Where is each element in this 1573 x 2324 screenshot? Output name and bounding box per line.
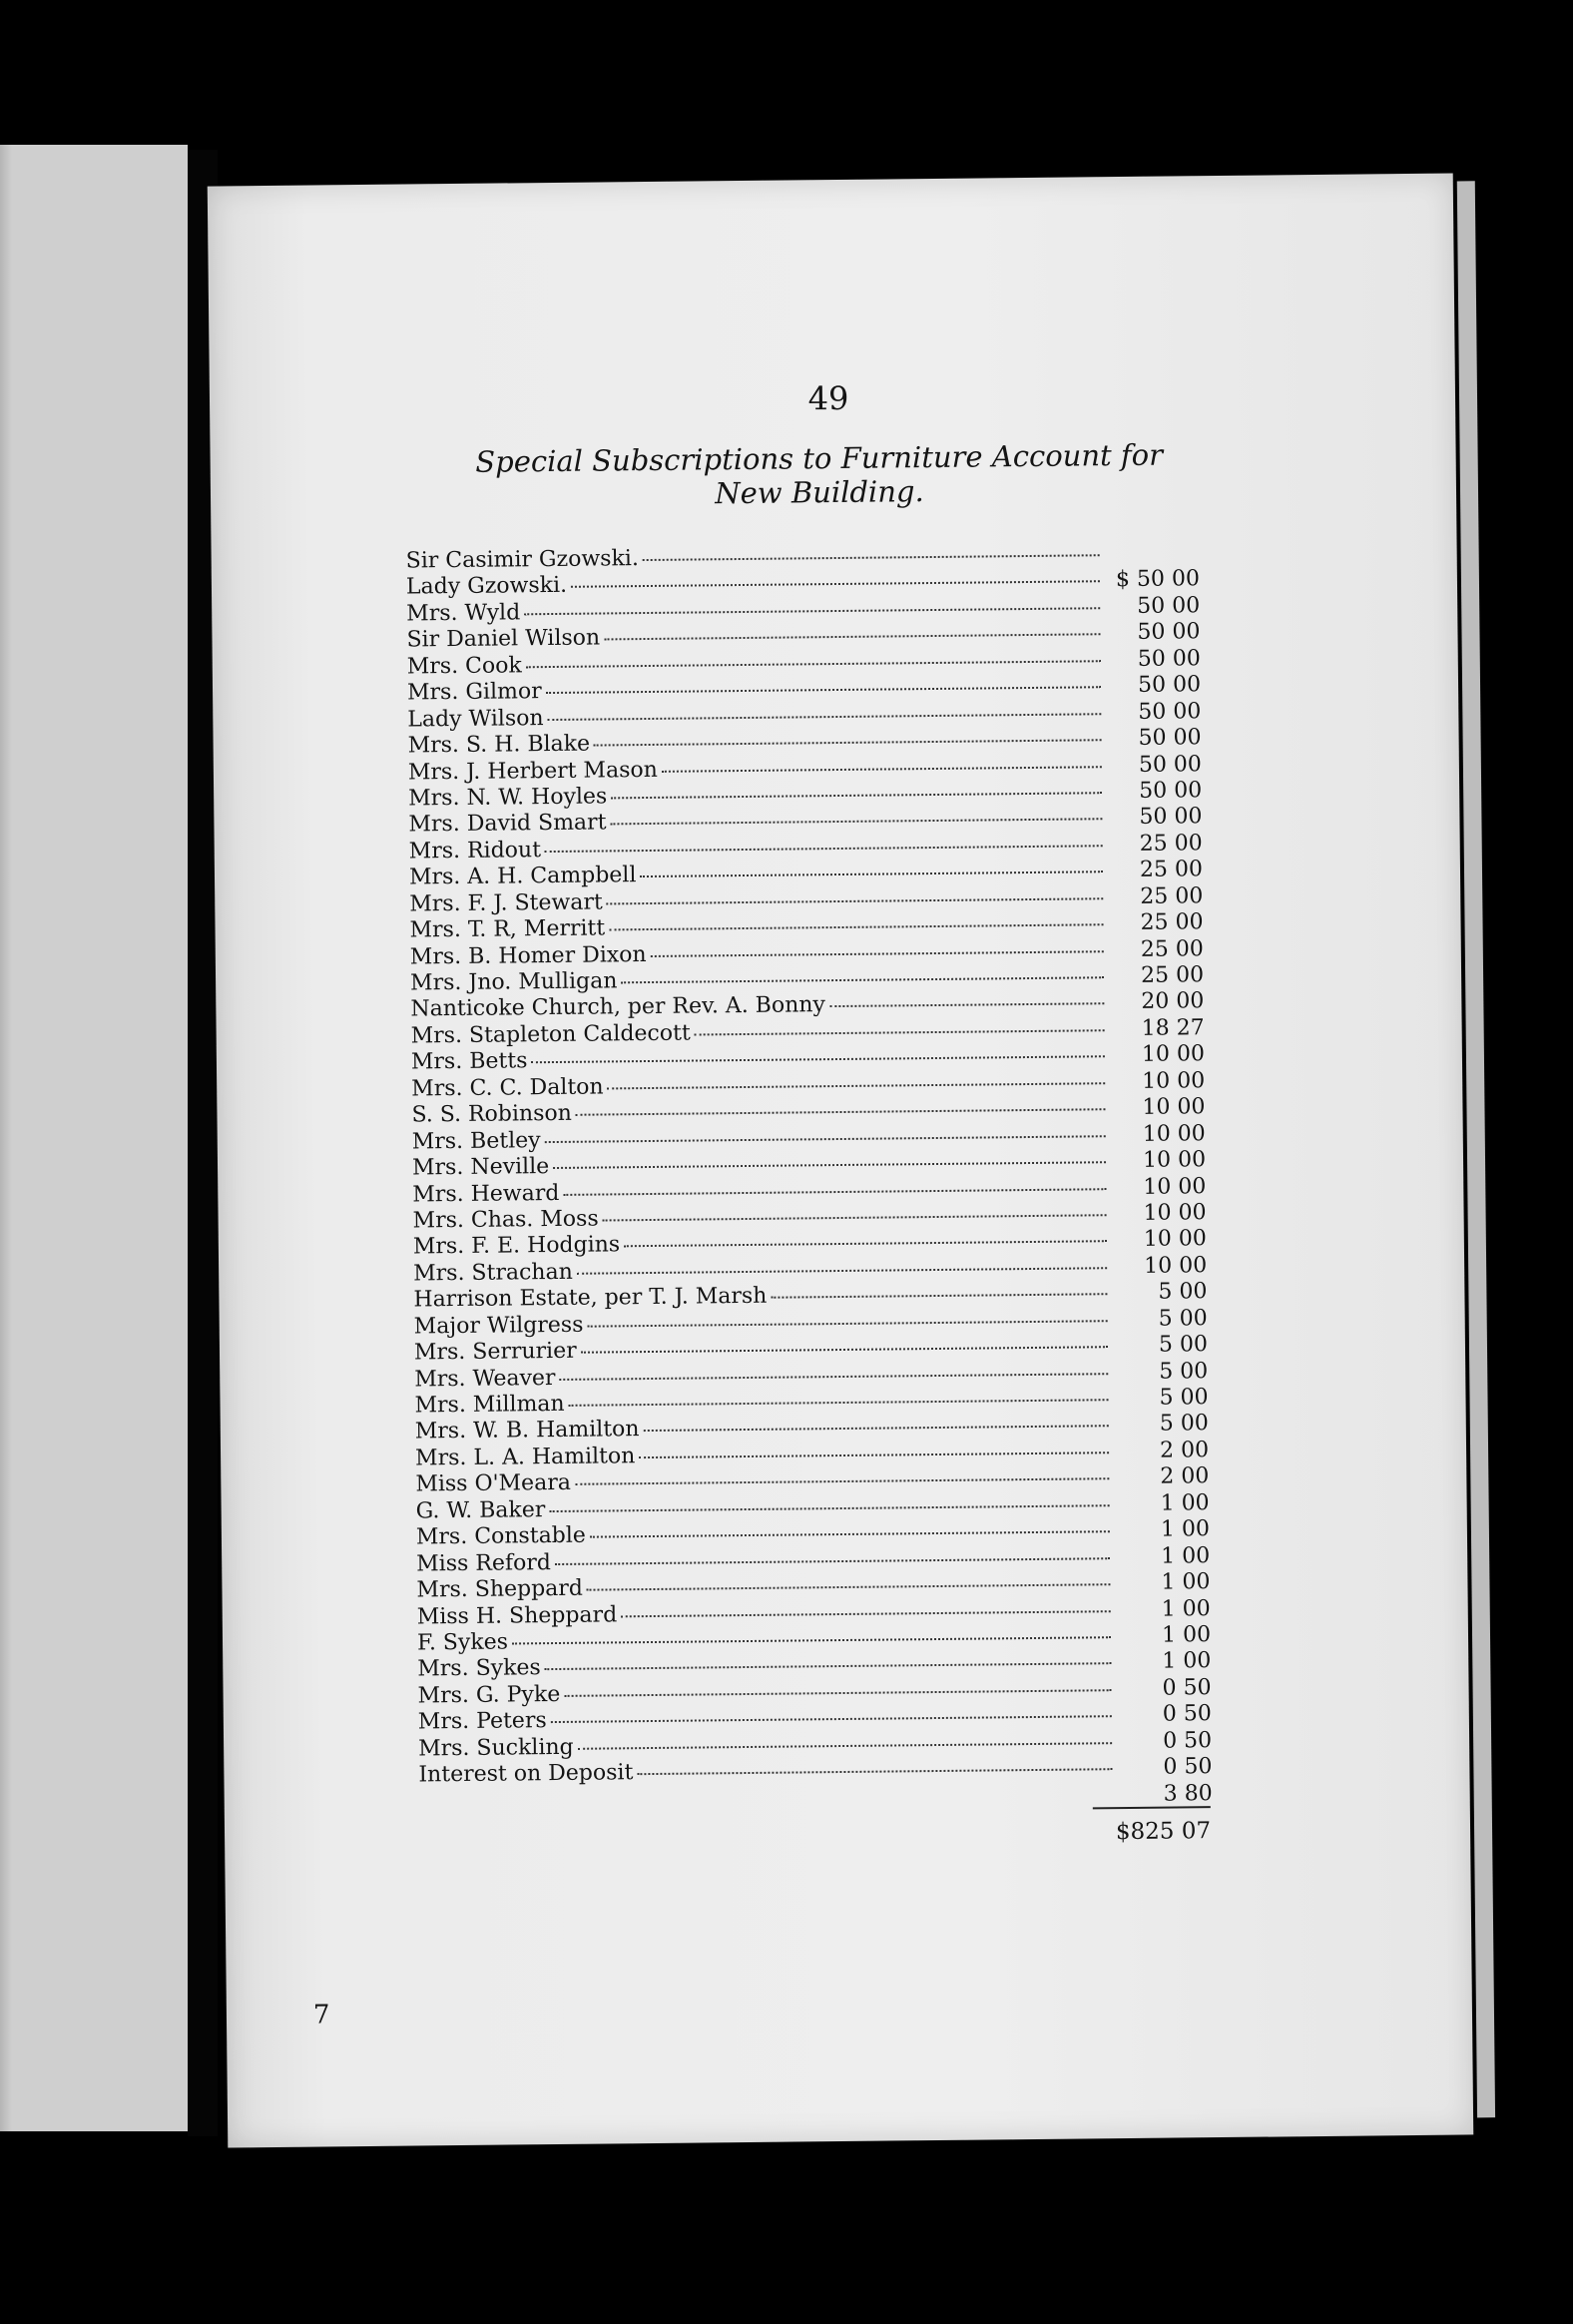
subscriber-name: Nanticoke Church, per Rev. A. Bonny xyxy=(410,992,826,1022)
subscriber-name: Miss O'Meara xyxy=(415,1470,572,1497)
subscriber-name: Mrs. F. J. Stewart xyxy=(409,889,603,917)
dot-leader xyxy=(590,1530,1110,1537)
subscription-amount: 10 00 xyxy=(1143,1226,1207,1253)
subscription-amount: 50 00 xyxy=(1137,593,1201,619)
dot-leader xyxy=(607,897,1104,904)
subscriber-name: Mrs. Neville xyxy=(411,1154,550,1181)
subscription-amount: 10 00 xyxy=(1143,1173,1207,1200)
signature-mark: 7 xyxy=(312,2000,330,2031)
subscriber-name: Mrs. A. H. Campbell xyxy=(408,863,637,890)
page-title: Special Subscriptions to Furniture Account for New Building. xyxy=(475,437,1164,511)
subscriber-name: F. Sykes xyxy=(416,1629,509,1656)
subscription-amount: 5 00 xyxy=(1159,1385,1209,1411)
subscriber-name: Mrs. Wyld xyxy=(406,600,521,627)
left-page-edge xyxy=(0,145,12,2131)
subscription-amount: 10 00 xyxy=(1143,1200,1207,1226)
dot-leader xyxy=(594,739,1102,746)
subscription-amount: 1 00 xyxy=(1161,1622,1212,1648)
dot-leader xyxy=(603,1214,1107,1221)
subscription-amount: 5 00 xyxy=(1159,1411,1209,1438)
dot-leader xyxy=(578,1742,1112,1750)
subscription-amount: 1 00 xyxy=(1162,1648,1212,1675)
subscriber-name: Mrs. T. R, Merritt xyxy=(409,915,606,943)
dot-leader xyxy=(569,1399,1109,1407)
subscriber-name: Mrs. Chas. Moss xyxy=(412,1206,599,1234)
subscription-amount: 10 00 xyxy=(1142,1067,1206,1094)
subscription-amount: 0 50 xyxy=(1162,1674,1212,1701)
dot-leader xyxy=(771,1293,1107,1299)
subscription-amount: 50 00 xyxy=(1138,751,1202,778)
subscriber-name: G. W. Baker xyxy=(415,1496,546,1524)
subscriber-name: Miss Reford xyxy=(416,1549,552,1577)
subscriber-name: Mrs. David Smart xyxy=(408,810,607,838)
subscription-amount: 10 00 xyxy=(1142,1094,1206,1121)
subscriber-name: Mrs. F. E. Hodgins xyxy=(412,1232,621,1260)
subscription-amount: 25 00 xyxy=(1140,962,1205,988)
subscription-amount: 3 80 xyxy=(1163,1780,1213,1807)
dot-leader xyxy=(555,1557,1110,1565)
subscriber-name: Major Wilgress xyxy=(413,1312,584,1340)
subscriber-name: Mrs. Betley xyxy=(411,1127,541,1155)
subscriber-name: Mrs. Peters xyxy=(417,1708,547,1735)
dot-leader xyxy=(577,1267,1107,1275)
dot-leader xyxy=(587,1583,1111,1590)
dot-leader xyxy=(548,713,1102,721)
subscriber-name: Mrs. J. Herbert Mason xyxy=(407,757,658,786)
subscription-amount: 0 50 xyxy=(1163,1754,1213,1780)
subscriber-name: Mrs. S. H. Blake xyxy=(407,731,591,759)
subscriber-name: S. S. Robinson xyxy=(411,1101,572,1128)
dot-leader xyxy=(639,1452,1109,1458)
dot-leader xyxy=(564,1689,1111,1697)
dot-leader xyxy=(608,1082,1106,1089)
dot-leader xyxy=(829,1003,1104,1008)
subscriber-name: Mrs. Ridout xyxy=(408,837,542,865)
subscription-amount: 25 00 xyxy=(1140,909,1204,935)
subscriber-name: Mrs. Heward xyxy=(412,1180,560,1207)
subscriber-name: Lady Gzowski. xyxy=(405,573,568,600)
subscriber-name: Mrs. Millman xyxy=(414,1391,565,1419)
page-edge xyxy=(1457,181,1495,2117)
subscriber-name: Sir Casimir Gzowski. xyxy=(405,546,640,574)
subscriber-name: Mrs. Strachan xyxy=(413,1259,573,1287)
dot-leader xyxy=(553,1161,1106,1169)
subscription-amount: 25 00 xyxy=(1139,830,1203,857)
subscription-amount: 5 00 xyxy=(1158,1305,1208,1332)
subscription-amount: 50 00 xyxy=(1139,778,1203,804)
dot-leader xyxy=(549,1504,1109,1512)
total-amount: $825 07 xyxy=(1115,1818,1212,1846)
dot-leader xyxy=(662,766,1102,773)
left-page-fragment xyxy=(0,145,188,2131)
dot-leader xyxy=(624,1241,1107,1248)
subscriber-name: Sir Daniel Wilson xyxy=(406,625,601,653)
dot-leader xyxy=(587,1320,1107,1327)
subscription-amount: 1 00 xyxy=(1161,1542,1211,1569)
dot-leader xyxy=(563,1188,1106,1196)
subscription-amount: 50 00 xyxy=(1137,645,1201,672)
dot-leader xyxy=(576,1108,1106,1116)
subscriber-name: Mrs. L. A. Hamilton xyxy=(414,1444,636,1471)
subscription-amount: $ 50 00 xyxy=(1115,566,1201,593)
dot-leader xyxy=(610,819,1102,826)
subscription-amount: 1 00 xyxy=(1161,1569,1211,1595)
subscriber-name: Mrs. Sykes xyxy=(417,1655,541,1682)
subscription-amount: 1 00 xyxy=(1160,1516,1211,1542)
document-page xyxy=(208,174,1474,2148)
subscriber-name: Mrs. Suckling xyxy=(418,1734,574,1762)
subscription-amount: 10 00 xyxy=(1142,1120,1206,1147)
page-number: 49 xyxy=(807,378,849,418)
subscriber-name: Mrs. C. C. Dalton xyxy=(411,1074,604,1102)
subscriber-name: Mrs. B. Homer Dixon xyxy=(409,941,647,970)
subscription-amount: 20 00 xyxy=(1141,988,1205,1015)
dot-leader xyxy=(560,1373,1109,1381)
subscription-amount: 10 00 xyxy=(1141,1041,1206,1068)
dot-leader xyxy=(609,923,1103,930)
subscription-amount: 10 00 xyxy=(1144,1252,1208,1279)
dot-leader xyxy=(611,792,1102,799)
subscriber-name: Harrison Estate, per T. J. Marsh xyxy=(413,1284,768,1313)
subscriber-name: Mrs. Sheppard xyxy=(416,1575,584,1603)
subscription-amount: 18 27 xyxy=(1141,1015,1205,1041)
dot-leader xyxy=(621,1610,1111,1617)
subscriber-name: Mrs. Cook xyxy=(406,653,522,680)
subscription-amount: 25 00 xyxy=(1139,857,1204,883)
dot-leader xyxy=(545,845,1103,853)
subscription-amount: 25 00 xyxy=(1140,882,1204,909)
subscription-amount: 2 00 xyxy=(1159,1438,1210,1463)
subscription-amount: 2 00 xyxy=(1160,1463,1210,1489)
subscriber-name: Mrs. Jno. Mulligan xyxy=(409,968,618,996)
dot-leader xyxy=(531,1056,1105,1064)
dot-leader xyxy=(546,686,1101,694)
dot-leader xyxy=(637,1768,1112,1775)
subscription-amount: 0 50 xyxy=(1162,1701,1212,1727)
subscriber-name: Mrs. Stapleton Caldecott xyxy=(410,1020,691,1049)
dot-leader xyxy=(643,554,1100,561)
dot-leader xyxy=(545,1663,1112,1671)
dot-leader xyxy=(526,660,1101,668)
dot-leader xyxy=(621,976,1104,983)
dot-leader xyxy=(644,1426,1109,1433)
subscriber-name: Mrs. Constable xyxy=(415,1522,587,1550)
subscriber-name: Mrs. Gilmor xyxy=(406,679,542,706)
subscriber-name: Mrs. G. Pyke xyxy=(417,1681,561,1709)
subscriber-name: Miss H. Sheppard xyxy=(416,1601,618,1629)
subscriber-name: Mrs. Betts xyxy=(410,1048,528,1075)
subscriber-name: Mrs. W. B. Hamilton xyxy=(414,1417,640,1445)
dot-leader xyxy=(575,1478,1109,1486)
dot-leader xyxy=(695,1029,1105,1035)
subscription-amount: 10 00 xyxy=(1142,1147,1207,1173)
subscription-amount: 50 00 xyxy=(1137,619,1201,646)
subscriber-name: Lady Wilson xyxy=(407,705,544,733)
subscriber-name: Interest on Deposit xyxy=(418,1760,634,1788)
subscriber-name: Mrs. Weaver xyxy=(414,1365,556,1393)
subscription-amount: 50 00 xyxy=(1137,672,1202,699)
dot-leader xyxy=(571,581,1100,589)
dot-leader xyxy=(651,950,1104,957)
subscription-amount: 0 50 xyxy=(1162,1727,1213,1754)
subscription-amount: 5 00 xyxy=(1159,1358,1209,1385)
subscription-amount: 1 00 xyxy=(1160,1489,1210,1516)
subscription-amount: 5 00 xyxy=(1158,1332,1209,1358)
subscription-amount: 1 00 xyxy=(1161,1595,1211,1622)
subscription-amount: 25 00 xyxy=(1140,935,1204,962)
dot-leader xyxy=(524,607,1100,615)
total-rule xyxy=(1093,1806,1211,1809)
subscription-amount: 5 00 xyxy=(1158,1279,1208,1305)
subscription-amount: 50 00 xyxy=(1138,698,1202,725)
dot-leader xyxy=(545,1135,1106,1143)
dot-leader xyxy=(551,1715,1112,1723)
dot-leader xyxy=(640,871,1103,877)
subscription-amount xyxy=(1104,559,1200,560)
subscription-amount: 50 00 xyxy=(1138,725,1202,751)
subscription-list xyxy=(406,540,1213,1815)
subscription-amount: 50 00 xyxy=(1139,804,1203,831)
subscriber-name: Mrs. Serrurier xyxy=(413,1338,577,1366)
subscriber-name: Mrs. N. W. Hoyles xyxy=(408,784,608,812)
dot-leader xyxy=(581,1346,1108,1354)
dot-leader xyxy=(512,1636,1111,1644)
dot-leader xyxy=(604,634,1100,641)
